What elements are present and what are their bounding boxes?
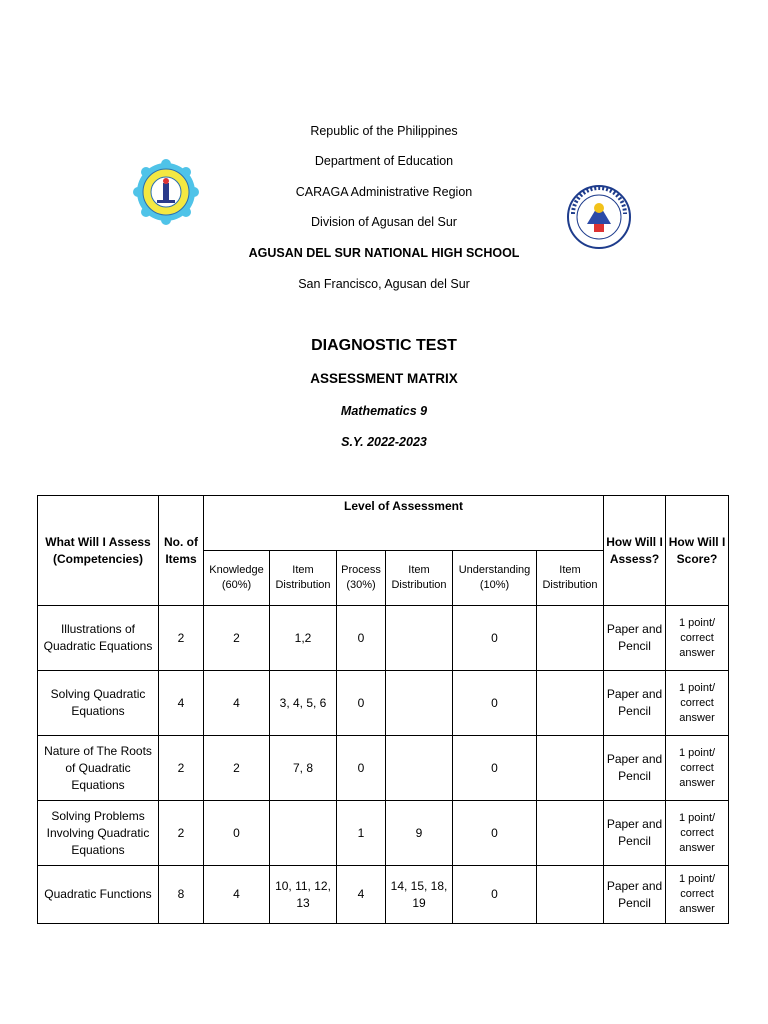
header-item-distribution-3: Item Distribution <box>537 551 604 606</box>
item-distribution-understanding-cell <box>537 606 604 671</box>
header-item-distribution-1: Item Distribution <box>270 551 337 606</box>
item-distribution-knowledge-cell: 10, 11, 12, 13 <box>270 866 337 924</box>
items-cell: 8 <box>159 866 204 924</box>
school-seal-logo <box>133 159 199 230</box>
document-subtitle: ASSESSMENT MATRIX <box>310 371 458 386</box>
item-distribution-process-cell: 14, 15, 18, 19 <box>386 866 453 924</box>
header-understanding: Understanding (10%) <box>453 551 537 606</box>
process-cell: 0 <box>337 671 386 736</box>
process-cell: 1 <box>337 801 386 866</box>
header-level-of-assessment: Level of Assessment <box>204 496 604 551</box>
item-distribution-understanding-cell <box>537 736 604 801</box>
knowledge-cell: 4 <box>204 671 270 736</box>
knowledge-cell: 4 <box>204 866 270 924</box>
process-cell: 0 <box>337 736 386 801</box>
header-address: San Francisco, Agusan del Sur <box>298 277 470 291</box>
competency-cell: Quadratic Functions <box>38 866 159 924</box>
item-distribution-process-cell <box>386 671 453 736</box>
items-cell: 2 <box>159 801 204 866</box>
how-assess-cell: Paper and Pencil <box>604 801 666 866</box>
understanding-cell: 0 <box>453 801 537 866</box>
header-how-assess: How Will I Assess? <box>604 496 666 606</box>
header-competency: What Will I Assess (Competencies) <box>38 496 159 606</box>
header-process: Process (30%) <box>337 551 386 606</box>
how-assess-cell: Paper and Pencil <box>604 606 666 671</box>
understanding-cell: 0 <box>453 606 537 671</box>
item-distribution-process-cell: 9 <box>386 801 453 866</box>
items-cell: 2 <box>159 606 204 671</box>
how-score-cell: 1 point/ correct answer <box>666 866 729 924</box>
header-knowledge: Knowledge (60%) <box>204 551 270 606</box>
how-score-cell: 1 point/ correct answer <box>666 671 729 736</box>
document-title: DIAGNOSTIC TEST <box>311 337 457 354</box>
header-region: CARAGA Administrative Region <box>295 185 473 199</box>
process-cell: 4 <box>337 866 386 924</box>
items-cell: 2 <box>159 736 204 801</box>
how-score-cell: 1 point/ correct answer <box>666 801 729 866</box>
header-republic: Republic of the Philippines <box>310 124 458 138</box>
item-distribution-understanding-cell <box>537 671 604 736</box>
subject-label: Mathematics 9 <box>340 404 428 418</box>
item-distribution-knowledge-cell: 3, 4, 5, 6 <box>270 671 337 736</box>
table-row <box>38 866 729 924</box>
table-row <box>38 801 729 866</box>
item-distribution-understanding-cell <box>537 801 604 866</box>
knowledge-cell: 0 <box>204 801 270 866</box>
knowledge-cell: 2 <box>204 736 270 801</box>
understanding-cell: 0 <box>453 736 537 801</box>
knowledge-cell: 2 <box>204 606 270 671</box>
item-distribution-knowledge-cell: 1,2 <box>270 606 337 671</box>
competency-cell: Illustrations of Quadratic Equations <box>38 606 159 671</box>
competency-cell: Nature of The Roots of Quadratic Equations <box>38 736 159 801</box>
how-score-cell: 1 point/ correct answer <box>666 736 729 801</box>
understanding-cell: 0 <box>453 671 537 736</box>
header-department: Department of Education <box>314 154 454 168</box>
school-year-label: S.Y. 2022-2023 <box>341 435 427 449</box>
deped-seal-logo <box>563 184 635 255</box>
how-assess-cell: Paper and Pencil <box>604 736 666 801</box>
how-score-cell: 1 point/ correct answer <box>666 606 729 671</box>
how-assess-cell: Paper and Pencil <box>604 671 666 736</box>
assessment-matrix-table <box>37 495 729 924</box>
competency-cell: Solving Problems Involving Quadratic Equations <box>38 801 159 866</box>
table-row <box>38 606 729 671</box>
item-distribution-knowledge-cell <box>270 801 337 866</box>
item-distribution-understanding-cell <box>537 866 604 924</box>
competency-cell: Solving Quadratic Equations <box>38 671 159 736</box>
process-cell: 0 <box>337 606 386 671</box>
header-no-of-items: No. of Items <box>159 496 204 606</box>
items-cell: 4 <box>159 671 204 736</box>
item-distribution-process-cell <box>386 736 453 801</box>
header-how-score: How Will I Score? <box>666 496 729 606</box>
header-item-distribution-2: Item Distribution <box>386 551 453 606</box>
header-school-name: AGUSAN DEL SUR NATIONAL HIGH SCHOOL <box>248 246 520 260</box>
item-distribution-knowledge-cell: 7, 8 <box>270 736 337 801</box>
table-row <box>38 736 729 801</box>
header-division: Division of Agusan del Sur <box>311 215 457 229</box>
understanding-cell: 0 <box>453 866 537 924</box>
item-distribution-process-cell <box>386 606 453 671</box>
table-row <box>38 671 729 736</box>
how-assess-cell: Paper and Pencil <box>604 866 666 924</box>
